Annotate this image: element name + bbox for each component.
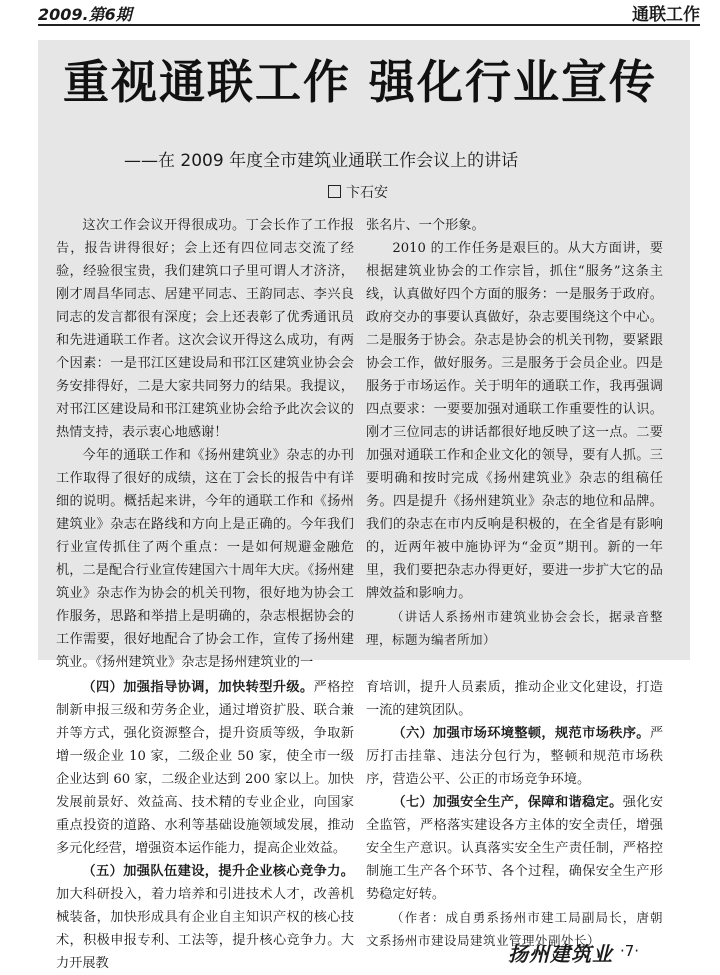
section-text: 强化安全监管，严格落实建设各方主体的安全责任，增强安全生产意识。认真落实安全生产责任制，严格控制施工生产各个环节、各个过程，确保安全生产形势稳定好转。	[366, 795, 664, 902]
paragraph: 这次工作会议开得很成功。丁会长作了工作报告，报告讲得很好；会上还有四位同志交流了经验，经验很宝贵，我们建筑口子里可谓人才济济，刚才周昌华同志、居建平同志、王韵同志、李兴良同志的发言都很有深度；会上还表彰了优秀通讯员和先进通联工作者。这次会议开得这么成功，有两个因素：一是邗江区建设局和邗江区建筑业协会会务安排得好，二是大家共同努力的结果。我提议，对邗江区建设局和邗江建筑业协会给予此次会议的热情支持，表示衷心地感谢！	[56, 218, 354, 440]
magazine-logo: 扬州建筑业	[508, 942, 613, 966]
section-five-continued: 育培训，提升人员素质，推动企业文化建设，打造一流的建筑团队。	[366, 680, 663, 718]
section-six	[366, 722, 663, 791]
section-lead: （四）加强指导协调，加快转型升级。	[82, 680, 314, 695]
article-subtitle: ——在 2009 年度全市建筑业通联工作会议上的讲话	[124, 151, 519, 171]
bottom-column-right	[366, 676, 664, 948]
article-title: 重视通联工作 强化行业宣传	[62, 55, 657, 109]
section-text: 严厉打击挂靠、违法分包行为，整顿和规范市场秩序，营造公平、公正的市场竞争环境。	[366, 726, 663, 787]
section-seven	[366, 791, 663, 906]
section-text: 加大科研投入，着力培养和引进技术人才，改善机械装备，加快形成具有企业自主知识产权的核心技术，积极申报专利、工法等，提升核心竞争力。大力开展教	[56, 887, 354, 971]
author-box-icon	[328, 185, 341, 198]
section-five	[56, 860, 354, 975]
bottom-column-left	[56, 676, 354, 971]
paragraph: 今年的通联工作和《扬州建筑业》杂志的办刊工作取得了很好的成绩，这在丁会长的报告中有详细的说明。概括起来讲，今年的通联工作和《扬州建筑业》杂志在路线和方向上是正确的。今年我们行业宣传抓住了两个重点：一是如何规避金融危机，二是配合行业宣传建国六十周年大庆。《扬州建筑业》杂志作为协会的机关刊物，很好地为协会工作服务，思路和举措上是明确的，杂志根据协会的工作需要，很好地配合了协会工作，宣传了扬州建筑业。《扬州建筑业》杂志是扬州建筑业的一	[56, 448, 354, 670]
section-lead: （七）加强安全生产，保障和谐稳定。	[392, 795, 623, 810]
author-name: 卞石安	[346, 185, 388, 201]
section-four	[56, 676, 354, 860]
section-lead: （六）加强市场环境整顿，规范市场秩序。	[392, 726, 650, 741]
page-number: ·7·	[620, 942, 640, 960]
section-text: 严格控制新申报三级和劳务企业，通过增资扩股、联合兼并等方式，强化资源整合，提升资质等级，争取新增一级企业 10 家，二级企业 50 家，使全市一级企业达到 60 家，二级企业达到 200 家以上。加快发展前景好、效益高、技术精的专业企业，向国家重点投资的道路、水利等基础设施领域发展，推动多元化经营，增强资本运作能力，提高企业效益。	[56, 680, 354, 856]
section-label: 通联工作	[632, 5, 700, 25]
speaker-note: （讲话人系扬州市建筑业协会会长，据录音整理，标题为编者所加）	[366, 609, 663, 647]
paragraph: 2010 的工作任务是艰巨的。从大方面讲，要根据建筑业协会的工作宗旨，抓住“服务”这条主线，认真做好四个方面的服务：一是服务于政府。政府交办的事要认真做好，杂志要围绕这个中心。二是服务于协会。杂志是协会的机关刊物，要紧跟协会工作，做好服务。三是服务于会员企业。四是服务于市场运作。关于明年的通联工作，我再强调四点要求：一要要加强对通联工作重要性的认识。刚才三位同志的讲话都很好地反映了这一点。二要加强对通联工作和企业文化的领导，要有人抓。三要明确和按时完成《扬州建筑业》杂志的组稿任务。四是提升《扬州建筑业》杂志的地位和品牌。我们的杂志在市内反响是积极的，在全省是有影响的，近两年被中施协评为“金页”期刊。新的一年里，我们要把杂志办得更好，要进一步扩大它的品牌效益和影响力。	[366, 241, 663, 601]
paragraph: 张名片、一个形象。	[366, 218, 485, 233]
author-note: （作者：成自勇系扬州市建工局副局长，唐朝文系扬州市建设局建筑业管理处副处长）	[366, 910, 663, 948]
section-lead: （五）加强队伍建设，提升企业核心竞争力。	[82, 864, 354, 879]
article-column-right	[366, 214, 663, 654]
page-header	[38, 0, 700, 26]
article-column-left	[56, 214, 354, 670]
article-author	[328, 182, 388, 202]
issue-label: 2009.第6期	[38, 5, 132, 24]
